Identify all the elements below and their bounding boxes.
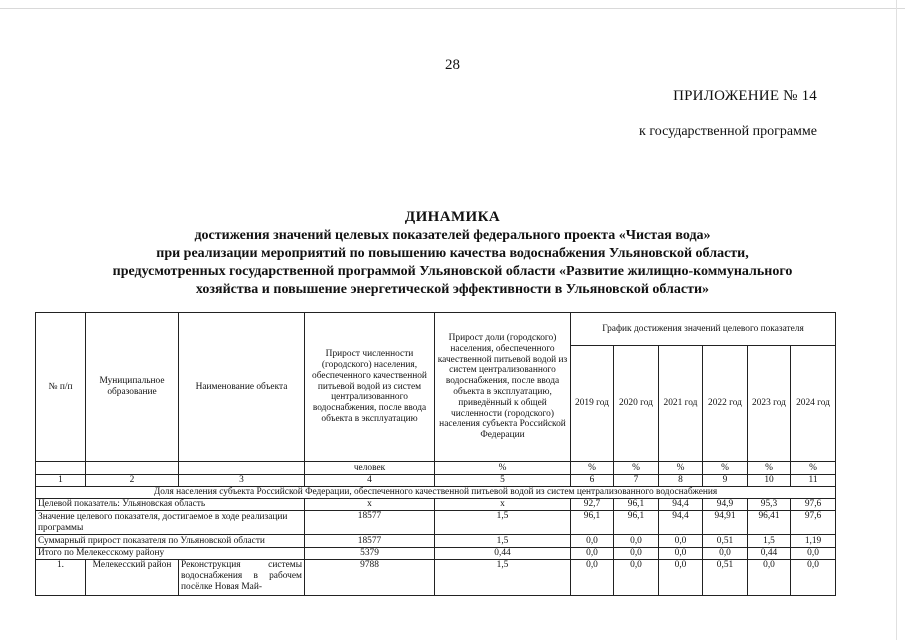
cell-value: 0,0: [614, 560, 659, 596]
cell-value: 94,91: [703, 511, 748, 535]
row-label: Суммарный прирост показателя по Ульяновской области: [36, 535, 305, 548]
appendix-subtitle: к государственной программе: [639, 124, 817, 139]
unit-cell: %: [791, 462, 836, 475]
column-number: 11: [791, 475, 836, 487]
column-number: 6: [571, 475, 614, 487]
cell-value: 92,7: [571, 499, 614, 511]
document-title-line-5: хозяйства и повышение энергетической эффективности в Ульяновской области»: [195, 282, 710, 297]
cell-value: 0,0: [571, 548, 614, 560]
cell-value: 0,0: [659, 535, 703, 548]
cell-value: 94,4: [659, 511, 703, 535]
cell-value: 96,41: [748, 511, 791, 535]
cell-value: 0,44: [435, 548, 571, 560]
cell-value: 0,51: [703, 560, 748, 596]
document-title-line-3: при реализации мероприятий по повышению качества водоснабжения Ульяновской области,: [156, 246, 749, 261]
unit-cell: %: [571, 462, 614, 475]
header-year-2023: 2023 год: [748, 346, 791, 462]
header-year-2022: 2022 год: [703, 346, 748, 462]
column-numbers-row: [36, 475, 836, 487]
cell-value: 18577: [305, 511, 435, 535]
cell-value: 96,1: [614, 511, 659, 535]
cell-value: 9788: [305, 560, 435, 596]
header-year-2019: 2019 год: [571, 346, 614, 462]
cell-value: 0,0: [703, 548, 748, 560]
cell-value: 0,0: [614, 548, 659, 560]
cell-value: 97,6: [791, 511, 836, 535]
cell-value: 0,0: [748, 560, 791, 596]
unit-cell: %: [435, 462, 571, 475]
cell-value: 0,0: [571, 560, 614, 596]
appendix-title: ПРИЛОЖЕНИЕ № 14: [673, 88, 817, 104]
item-number: 1.: [36, 560, 86, 596]
unit-cell: %: [614, 462, 659, 475]
units-row: [36, 462, 836, 475]
indicators-table: [35, 312, 836, 596]
cell-value: 1,5: [435, 511, 571, 535]
cell-value: 0,0: [659, 548, 703, 560]
cell-value: 0,0: [614, 535, 659, 548]
column-number: 2: [86, 475, 179, 487]
cell-value: 96,1: [614, 499, 659, 511]
table-row: [36, 511, 836, 535]
page-right-edge: [896, 0, 897, 640]
cell-value: 94,4: [659, 499, 703, 511]
cell-value: 0,51: [703, 535, 748, 548]
column-number: 3: [179, 475, 305, 487]
cell-value: 0,0: [791, 560, 836, 596]
column-number: 10: [748, 475, 791, 487]
column-number: 1: [36, 475, 86, 487]
page-number: 28: [445, 57, 460, 73]
cell-value: 0,44: [748, 548, 791, 560]
table-row: [36, 535, 836, 548]
cell-value: 1,5: [748, 535, 791, 548]
cell-value: х: [435, 499, 571, 511]
cell-value: 0,0: [791, 548, 836, 560]
header-object: Наименование объекта: [179, 313, 305, 462]
header-municipality: Муниципальное образование: [86, 313, 179, 462]
cell-value: 94,9: [703, 499, 748, 511]
cell-value: 1,5: [435, 560, 571, 596]
row-label: Итого по Мелекесскому району: [36, 548, 305, 560]
header-year-2024: 2024 год: [791, 346, 836, 462]
cell-value: 96,1: [571, 511, 614, 535]
section-title: Доля населения субъекта Российской Федерации, обеспеченного качественной питьевой водой из систем централизованного водоснабжения: [36, 487, 836, 499]
cell-value: 1,5: [435, 535, 571, 548]
document-title: ДИНАМИКА: [404, 209, 501, 225]
unit-cell: человек: [305, 462, 435, 475]
row-label: Значение целевого показателя, достигаемое в ходе реализации программы: [36, 511, 305, 535]
table-row: [36, 499, 836, 511]
cell-value: 97,6: [791, 499, 836, 511]
header-year-2021: 2021 год: [659, 346, 703, 462]
cell-value: 0,0: [571, 535, 614, 548]
document-title-line-4: предусмотренных государственной программой Ульяновской области «Развитие жилищно-коммунального: [112, 264, 793, 279]
column-number: 8: [659, 475, 703, 487]
column-number: 7: [614, 475, 659, 487]
page-top-edge: [0, 8, 905, 9]
header-schedule: График достижения значений целевого показателя: [571, 313, 836, 346]
column-number: 5: [435, 475, 571, 487]
header-year-2020: 2020 год: [614, 346, 659, 462]
document-title-line-2: достижения значений целевых показателей федерального проекта «Чистая вода»: [194, 228, 711, 243]
cell-value: 5379: [305, 548, 435, 560]
header-population-growth: Прирост численности (городского) населения, обеспеченного качественной питьевой водой из систем централизованного водоснабжения, после ввода объекта в эксплуатацию: [305, 313, 435, 462]
cell-value: 1,19: [791, 535, 836, 548]
row-label: Целевой показатель: Ульяновская область: [36, 499, 305, 511]
cell-value: 0,0: [659, 560, 703, 596]
table-row: [36, 560, 836, 596]
item-object: Реконструкция системы водоснабжения в рабочем посёлке Новая Май-: [179, 560, 305, 596]
column-number: 4: [305, 475, 435, 487]
item-municipality: Мелекесский район: [86, 560, 179, 596]
column-number: 9: [703, 475, 748, 487]
unit-cell: %: [659, 462, 703, 475]
cell-value: 95,3: [748, 499, 791, 511]
unit-cell: %: [748, 462, 791, 475]
header-num: № п/п: [36, 313, 86, 462]
unit-cell: %: [703, 462, 748, 475]
cell-value: х: [305, 499, 435, 511]
header-share-growth: Прирост доли (городского) населения, обеспеченного качественной питьевой водой из систем централизованного водоснабжения, после ввода объекта в эксплуатацию, приведённый к общей численности (городского) населения субъекта Российской Федерации: [435, 313, 571, 462]
table-row: [36, 548, 836, 560]
cell-value: 18577: [305, 535, 435, 548]
